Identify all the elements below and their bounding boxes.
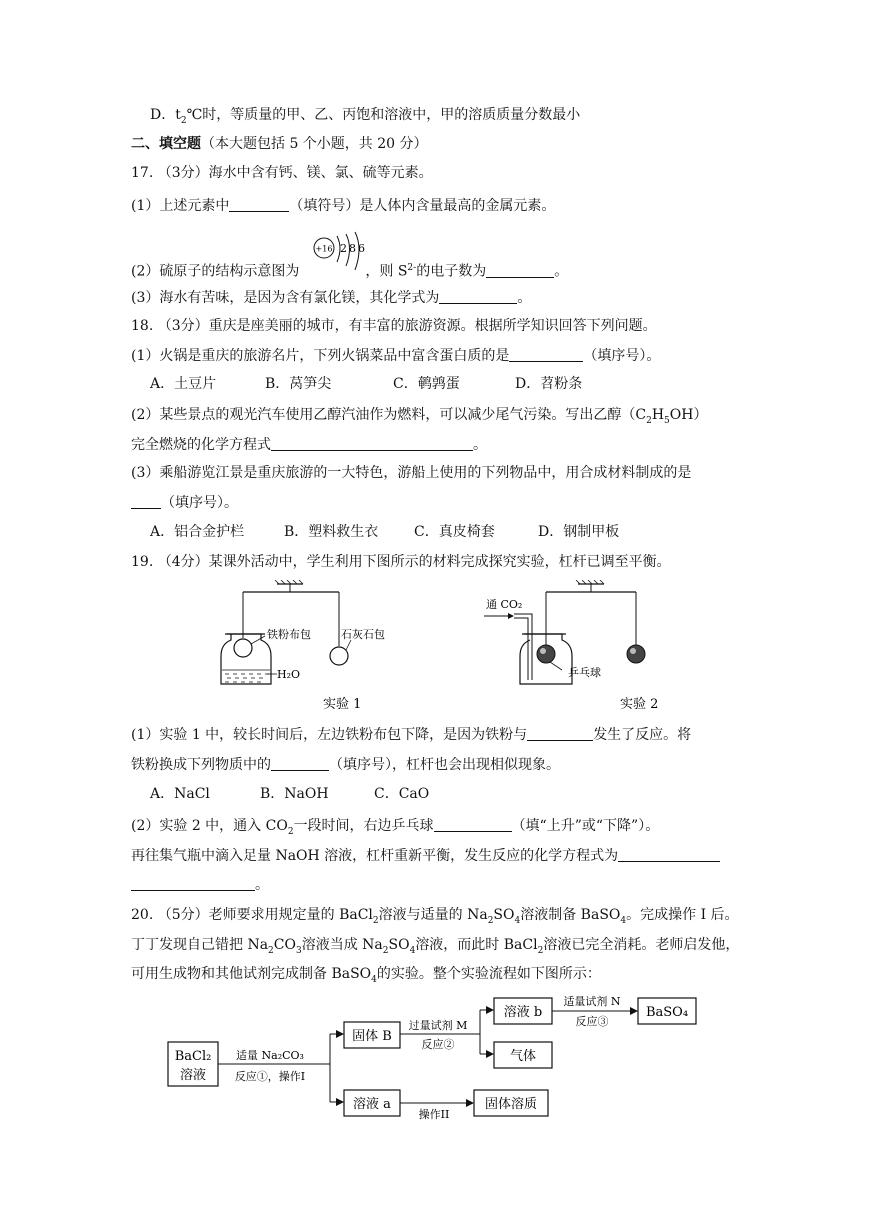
answer-blank[interactable] bbox=[486, 261, 554, 278]
q16-option-d: D．$t_2℃$时，等质量的甲、乙、丙饱和溶液中，甲的溶质质量分数最小 bbox=[150, 107, 581, 126]
shell-2: 8 bbox=[349, 242, 356, 255]
q20-flowchart bbox=[160, 990, 720, 1120]
section-title: 二、填空题（本大题包括 5 个小题，共 20 分） bbox=[131, 136, 428, 152]
ping-pong-ball-right bbox=[627, 645, 645, 663]
arrow1-reagent: 适量 Na₂CO₃ bbox=[236, 1049, 304, 1062]
svg-text:溶液 a: 溶液 a bbox=[353, 1097, 391, 1112]
q18-part3-line1: (3）乘船游览江景是重庆旅游的一大特色，游船上使用的下列物品中，用合成材料制成的是 bbox=[131, 465, 692, 481]
svg-text:溶液: 溶液 bbox=[179, 1068, 207, 1083]
q17-part3: (3）海水有苦味，是因为含有氯化镁，其化学式为 。 bbox=[131, 287, 531, 308]
ping-pong-ball-left bbox=[537, 645, 555, 663]
q19-part1-options: A．NaCl B．NaOH C．CaO bbox=[150, 786, 430, 802]
svg-text:固体 B: 固体 B bbox=[352, 1029, 392, 1044]
arrow2-step: 反应② bbox=[421, 1038, 455, 1051]
answer-blank[interactable] bbox=[527, 724, 593, 741]
q17-part2: (2）硫原子的结构示意图为 ，则 $S^{2-}$的电子数为 。 bbox=[131, 258, 568, 282]
q19-stem: 19. （4分）某课外活动中，学生利用下图所示的材料完成探究实验，杠杆已调至平衡。 bbox=[131, 554, 671, 570]
caption-experiment-1: 实验 1 bbox=[323, 697, 362, 710]
answer-blank[interactable] bbox=[271, 754, 329, 771]
experiment-1-figure bbox=[215, 580, 405, 710]
q20-stem-line3: 可用生成物和其他试剂完成制备 BaSO$_4$的实验。整个实验流程如下图所示： bbox=[131, 966, 601, 985]
svg-text:溶液 b: 溶液 b bbox=[503, 1005, 543, 1020]
answer-blank[interactable] bbox=[618, 845, 720, 862]
answer-blank[interactable] bbox=[131, 492, 161, 509]
svg-text:BaSO₄: BaSO₄ bbox=[645, 1005, 689, 1020]
q18-part1: (1）火锅是重庆的旅游名片，下列火锅菜品中富含蛋白质的是 （填序号）。 bbox=[131, 345, 660, 366]
q19-part1-line2: 铁粉换成下列物质中的 （填序号），杠杆也会出现相似现象。 bbox=[131, 754, 560, 775]
label-iron-bag: 铁粉布包 bbox=[267, 628, 311, 641]
limestone-bag bbox=[330, 647, 348, 665]
q18-part2-line2: 完全燃烧的化学方程式 。 bbox=[131, 434, 487, 455]
label-limestone-bag: 石灰石包 bbox=[341, 628, 385, 641]
caption-experiment-2: 实验 2 bbox=[620, 697, 659, 710]
label-co2-inlet: 通 CO₂ bbox=[486, 598, 523, 611]
q19-part1-line1: (1）实验 1 中，较长时间后，左边铁粉布包下降，是因为铁粉与 发生了反应。将 bbox=[131, 724, 691, 745]
q19-part2-line1: (2）实验 2 中，通入 $CO_2$一段时间，右边乒乓球 （填“上升”或“下降”）。 bbox=[131, 815, 659, 842]
iron-powder-bag bbox=[234, 639, 252, 657]
arrow3-step: 反应③ bbox=[575, 1015, 609, 1028]
sulfur-atom-diagram bbox=[310, 228, 376, 276]
arrow3-reagent: 适量试剂 N bbox=[563, 995, 621, 1008]
q18-stem: 18. （3分）重庆是座美丽的城市，有丰富的旅游资源。根据所学知识回答下列问题。 bbox=[131, 318, 657, 334]
q18-part1-options: A．土豆片 B．莴笋尖 C．鹌鹑蛋 D．苕粉条 bbox=[150, 376, 583, 392]
label-water: H₂O bbox=[277, 668, 301, 681]
q18-part3-line2: （填序号）。 bbox=[131, 492, 238, 513]
answer-blank[interactable] bbox=[131, 874, 255, 891]
answer-blank[interactable] bbox=[439, 287, 517, 304]
arrow1-step: 反应①，操作I bbox=[234, 1070, 306, 1083]
q19-part2-line3: 。 bbox=[131, 874, 269, 895]
answer-blank[interactable] bbox=[509, 345, 583, 362]
q19-part2-line2: 再往集气瓶中滴入足量 NaOH 溶液，杠杆重新平衡，发生反应的化学方程式为 bbox=[131, 845, 720, 866]
shell-3: 6 bbox=[358, 242, 365, 255]
q17-part1: (1）上述元素中 （填符号）是人体内含量最高的金属元素。 bbox=[131, 195, 555, 216]
svg-text:气体: 气体 bbox=[509, 1049, 537, 1064]
arrow2-reagent: 过量试剂 M bbox=[408, 1019, 468, 1032]
answer-blank[interactable] bbox=[271, 434, 473, 451]
answer-blank[interactable] bbox=[434, 815, 512, 832]
answer-blank[interactable] bbox=[229, 195, 289, 212]
arrow4-step: 操作II bbox=[418, 1108, 450, 1120]
svg-text:固体溶质: 固体溶质 bbox=[484, 1097, 538, 1112]
svg-text:BaCl₂: BaCl₂ bbox=[174, 1049, 212, 1064]
q18-part2-line1: (2）某些景点的观光汽车使用乙醇汽油作为燃料，可以减少尾气污染。写出乙醇$(C_2H_5OH)$ bbox=[131, 407, 708, 426]
shell-1: 2 bbox=[340, 242, 347, 255]
label-ping-pong: 乒乓球 bbox=[568, 666, 601, 679]
q18-part3-options: A．铝合金护栏 B．塑料救生衣 C．真皮椅套 D．钢制甲板 bbox=[150, 524, 620, 540]
experiment-2-figure bbox=[480, 580, 670, 710]
nucleus-charge: +16 bbox=[315, 244, 333, 254]
q20-stem-line1: 20. （5分）老师要求用规定量的 BaCl$_2$溶液与适量的 $Na_2SO_4$溶液制备 BaSO$_4$。完成操作 I 后。 bbox=[131, 907, 739, 926]
q17-stem: 17. （3分）海水中含有钙、镁、氯、硫等元素。 bbox=[131, 165, 433, 181]
q20-stem-line2: 丁丁发现自己错把 $Na_2CO_3$溶液当成 $Na_2SO_4$溶液，而此时 BaCl$_2$溶液已完全消耗。老师启发他， bbox=[131, 937, 740, 956]
